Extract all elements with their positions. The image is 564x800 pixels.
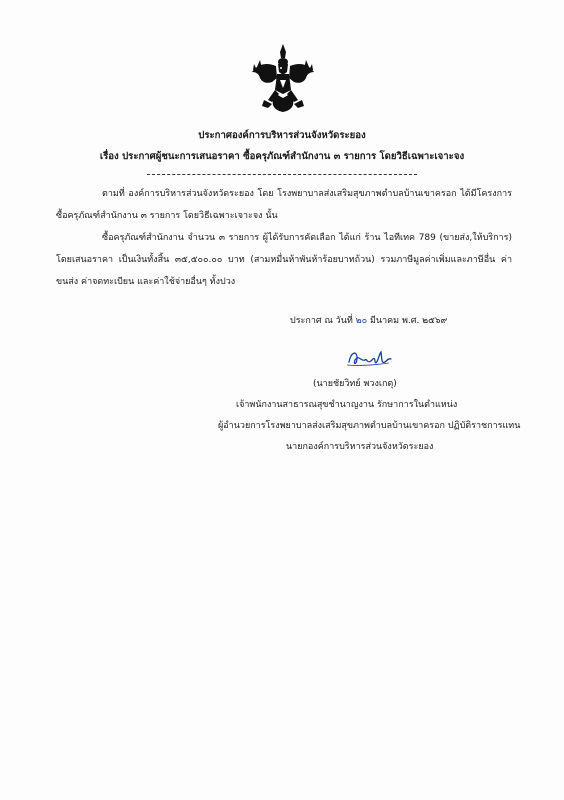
date-prefix: ประกาศ ณ วันที่: [290, 316, 353, 326]
date-day: ๒๐: [355, 316, 368, 326]
body-paragraph-2: ซื้อครุภัณฑ์สำนักงาน จำนวน ๓ รายการ ผู้ได้รับการคัดเลือก ได้แก่ ร้าน ไอทีเทค 789 (ขายส่ง,ให้บริการ) โดยเสนอราคา เป็นเงินทั้งสิ้น ๓๕,๕๐๐.๐๐ บาท (สามหมื่นห้าพันห้าร้อยบาทถ้วน) รวมภาษีมูลค่าเพิ่มและภาษีอื่น ค่าขนส่ง ค่าจดทะเบียน และค่าใช้จ่ายอื่นๆ ทั้งปวง: [56, 233, 512, 287]
announcement-date: [290, 313, 447, 327]
signer-position-2: ผู้อำนวยการโรงพยาบาลส่งเสริมสุขภาพตำบลบ้านเขาครอก ปฏิบัติราชการแทน: [218, 421, 521, 431]
date-month-year: มีนาคม พ.ศ. ๒๕๖๙: [370, 316, 448, 326]
body-paragraph-1: ตามที่ องค์การบริหารส่วนจังหวัดระยอง โดย โรงพยาบาลส่งเสริมสุขภาพตำบลบ้านเขาครอก ได้มีโครงการซื้อครุภัณฑ์สำนักงาน ๓ รายการ โดยวิธีเฉพาะเจาะจง นั้น: [56, 189, 512, 221]
announcement-subject: เรื่อง ประกาศผู้ชนะการเสนอราคา ซื้อครุภัณฑ์สำนักงาน ๓ รายการ โดยวิธีเฉพาะเจาะจง: [99, 151, 465, 162]
handwritten-signature: [345, 346, 395, 370]
signer-position-3: นายกองค์การบริหารส่วนจังหวัดระยอง: [286, 442, 434, 452]
garuda-emblem-icon: [250, 42, 316, 114]
divider: [147, 174, 417, 175]
signer-name: (นายชัยวิทย์ พวงเกตุ): [313, 379, 397, 389]
signer-position-1: เจ้าพนักงานสาธารณสุขชำนาญงาน รักษาการในตำแหน่ง: [236, 400, 458, 410]
announcement-title: ประกาศองค์การบริหารส่วนจังหวัดระยอง: [198, 130, 366, 141]
